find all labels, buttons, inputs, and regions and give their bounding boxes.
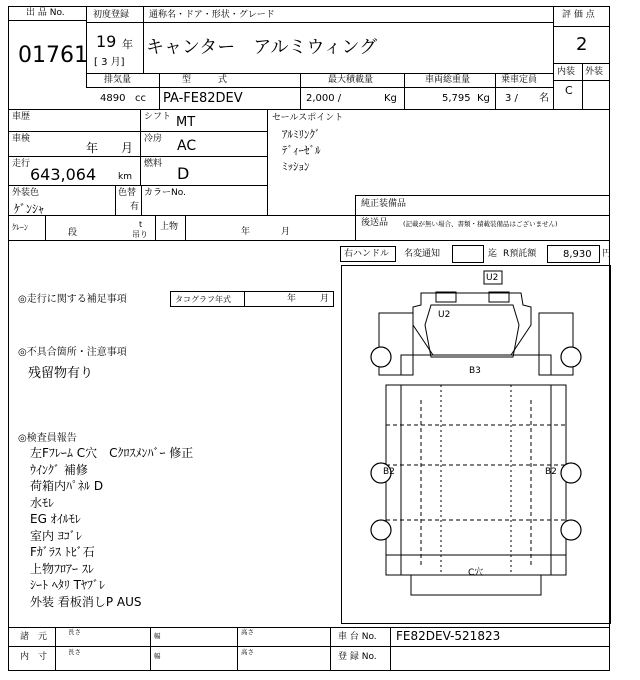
history-label: 車歴: [12, 112, 31, 122]
fuel-value: D: [177, 164, 190, 183]
capacity: 3 /: [505, 93, 518, 104]
sales-point-item: ﾐｯｼｮﾝ: [282, 160, 310, 173]
width-label: 幅: [154, 652, 161, 660]
max-load-unit: Kg: [384, 93, 397, 104]
fuel-label: 燃料: [144, 159, 163, 169]
inspector-item: 外装 看板消しP AUS: [30, 594, 142, 609]
interior-grade: C: [565, 84, 573, 97]
chassis-no: FE82DEV-521823: [396, 629, 501, 643]
tacho-month: 月: [320, 294, 330, 304]
model-code-label: 型 式: [182, 75, 228, 85]
recycle-unit: 円: [602, 249, 612, 259]
first-reg-label: 初度登録: [93, 10, 130, 20]
color-label: 外装色: [12, 188, 40, 198]
interior-dims-label: 内 寸: [20, 652, 48, 662]
tacho-year: 年: [287, 294, 297, 304]
genuine-equipment-label: 純正装備品: [361, 199, 407, 209]
mileage-label: 走行: [12, 159, 31, 169]
shift-value: MT: [176, 115, 196, 130]
topframe-month: 月: [281, 227, 291, 237]
reg-year: 19: [96, 32, 117, 51]
capacity-unit: 名: [539, 93, 549, 104]
crane-stage: 段: [68, 228, 78, 238]
height-label: 高さ: [241, 648, 254, 656]
sales-points-label: セールスポイント: [272, 113, 344, 123]
model-code: PA-FE82DEV: [163, 91, 243, 106]
inspector-item: 水ﾓﾚ: [30, 495, 55, 510]
sales-points-list: [282, 127, 321, 175]
inspector-item: 上物ﾌﾛｱｰ ｽﾚ: [30, 561, 94, 576]
diagram-mark: C穴: [468, 568, 484, 578]
displacement-label: 排気量: [104, 75, 132, 85]
ac-label: 冷房: [144, 134, 163, 144]
inspector-item: 左Fﾌﾚｰﾑ C穴 Cｸﾛｽﾒﾝﾊﾞｰ 修正: [30, 446, 194, 460]
tacho-label: タコグラフ年式: [175, 295, 231, 304]
diagram-mark: U2: [438, 310, 451, 320]
height-label: 高さ: [241, 628, 254, 636]
capacity-label: 乗車定員: [501, 75, 538, 85]
inspector-list: [30, 445, 193, 610]
diagram-mark: B3: [469, 366, 481, 376]
defect-label: ◎不具合箇所・注意事項: [18, 347, 127, 358]
length-label: 長さ: [68, 628, 81, 636]
recycle-value: 8,930: [563, 249, 592, 260]
width-label: 幅: [154, 632, 161, 640]
diagram-mark: B2: [545, 467, 557, 477]
sales-point-item: ｱﾙﾐﾘﾝｸﾞ: [282, 128, 321, 141]
name-change-box: [452, 245, 484, 263]
inspector-item: ｳｲﾝｸﾞ 補修: [30, 462, 88, 477]
gross-weight-unit: Kg: [477, 93, 490, 104]
inspector-item: Fｶﾞﾗｽ ﾄﾋﾞ石: [30, 545, 95, 559]
inspector-label: ◎検査員報告: [18, 433, 77, 444]
reg-year-unit: 年: [122, 38, 133, 51]
lot-no: 01761: [18, 43, 88, 68]
aftermarket-note: (記載が無い場合、書類・積載装備品はございません): [403, 220, 558, 228]
name-change-label: 名変通知: [404, 249, 441, 259]
inspection-month-unit: 月: [121, 141, 134, 155]
score: 2: [576, 34, 588, 55]
topframe-year: 年: [241, 227, 251, 237]
max-load-label: 最大積載量: [328, 75, 374, 85]
diagram-mark: U2: [486, 273, 499, 283]
recycle-label: R預託額: [503, 249, 537, 259]
displacement-unit: cc: [135, 93, 146, 104]
length-label: 長さ: [68, 648, 81, 656]
crane-label: ｸﾚｰﾝ: [12, 223, 28, 232]
topframe-label: 上物: [160, 222, 179, 232]
aftermarket-label: 後送品: [361, 218, 389, 228]
inspector-item: ｼｰﾄ ﾍﾀﾘ Tﾔﾌﾞﾚ: [30, 578, 105, 592]
reg-month: [ 3 月]: [94, 57, 125, 68]
inspector-item: 荷箱内ﾊﾟﾈﾙ D: [30, 479, 104, 493]
model-name: キャンター アルミウィング: [146, 37, 378, 58]
exterior-label: 外装: [585, 67, 604, 77]
defect-text: 残留物有り: [28, 366, 94, 381]
mileage-unit: km: [118, 172, 132, 182]
max-load: 2,000 /: [306, 93, 342, 104]
inspector-item: 室内 ﾖｺﾞﾚ: [30, 528, 82, 543]
interior-label: 内装: [557, 67, 576, 77]
diagram-mark: B2: [383, 467, 395, 477]
color-no-label: カラーNo.: [144, 188, 186, 198]
ac-value: AC: [177, 138, 197, 154]
mileage-value: 643,064: [30, 165, 97, 184]
color-change-label: 色替: [118, 188, 137, 198]
inspection-year-unit: 年: [86, 141, 99, 155]
chassis-label: 車 台 No.: [338, 632, 377, 642]
color-change-suffix: 有: [130, 202, 140, 212]
score-label: 評 価 点: [562, 10, 595, 20]
dims-label: 諸 元: [20, 632, 48, 642]
reg-no-label: 登 録 No.: [338, 652, 377, 662]
crane-lift: 吊り: [132, 230, 148, 239]
sales-point-item: ﾃﾞｨｰｾﾞﾙ: [282, 144, 321, 157]
lot-no-label: 出 品 No.: [26, 8, 65, 18]
steering-label: 右ハンドル: [344, 249, 390, 259]
inspector-item: EG ｵｲﾙﾓﾚ: [30, 512, 81, 526]
supp-label: ◎走行に関する補足事項: [18, 294, 127, 305]
shift-label: シフト: [144, 112, 172, 122]
deadline-label: 迄: [488, 249, 498, 259]
gross-weight-label: 車両総重量: [425, 75, 471, 85]
displacement: 4890: [100, 93, 126, 104]
crane-ton: t: [139, 220, 143, 229]
model-name-label: 通称名・ドア・形状・グレード: [149, 10, 275, 20]
inspection-label: 車検: [12, 134, 31, 144]
color-value: ｹﾞﾝｼｬ: [14, 202, 45, 216]
gross-weight: 5,795: [442, 93, 471, 104]
